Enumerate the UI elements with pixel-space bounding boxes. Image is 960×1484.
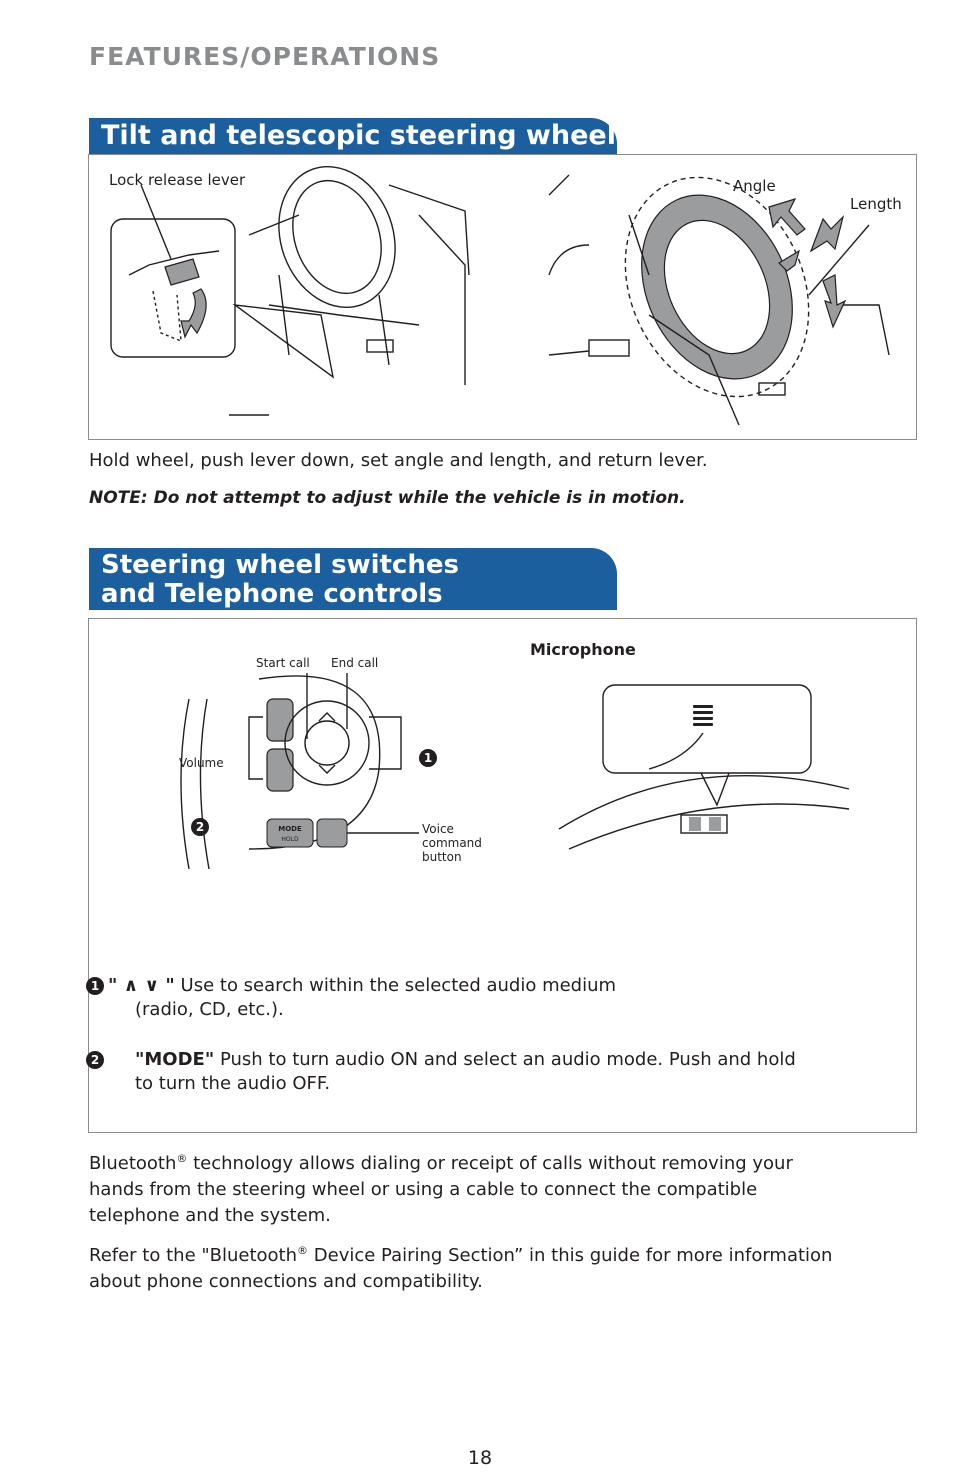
steering-wheel-illustration <box>89 155 916 439</box>
volume-label: Volume <box>179 756 224 770</box>
lock-release-label: Lock release lever <box>109 171 246 189</box>
tilt-section-tab <box>89 118 617 154</box>
tilt-section-title: Tilt and telescopic steering wheel <box>101 120 616 151</box>
voice-command-label: Voice command button <box>422 822 482 864</box>
steering-switch-illustration <box>89 619 916 879</box>
end-call-label: End call <box>331 656 379 670</box>
mode-button-text: MODE <box>278 825 302 833</box>
pairing-paragraph: Refer to the "Bluetooth® Device Pairing Section” in this guide for more information about phone connections and compatibility. <box>89 1244 833 1292</box>
length-label: Length <box>850 195 902 213</box>
item-1-line1: " ∧ ∨ " Use to search within the selected audio medium <box>108 975 617 996</box>
switches-section-tab <box>89 548 617 610</box>
switches-title-line2: and Telephone controls <box>101 579 443 609</box>
item-2-badge: 2 <box>86 1051 104 1069</box>
tilt-note: NOTE: Do not attempt to adjust while the vehicle is in motion. <box>89 488 686 508</box>
item-2-line2: to turn the audio OFF. <box>135 1073 331 1094</box>
item-1-line2: (radio, CD, etc.). <box>135 999 284 1020</box>
item-2-line1: "MODE" Push to turn audio ON and select an audio mode. Push and hold <box>135 1049 796 1070</box>
callout-1-badge: 1 <box>419 749 437 767</box>
callout-2-badge: 2 <box>191 818 209 836</box>
tilt-instruction: Hold wheel, push lever down, set angle and length, and return lever. <box>89 450 708 471</box>
microphone-label: Microphone <box>530 640 636 659</box>
switches-title-line1: Steering wheel switches <box>101 550 459 580</box>
page-number: 18 <box>467 1447 493 1469</box>
bluetooth-paragraph: Bluetooth® technology allows dialing or receipt of calls without removing your hands from the steering wheel or using a cable to connect the compatible telephone and the system. <box>89 1152 793 1226</box>
tilt-illustration-box <box>88 154 917 440</box>
item-1-badge: 1 <box>86 977 104 995</box>
hold-button-text: HOLD <box>281 836 299 843</box>
angle-label: Angle <box>733 177 776 195</box>
start-call-label: Start call <box>256 656 310 670</box>
section-title: FEATURES/OPERATIONS <box>89 42 441 71</box>
